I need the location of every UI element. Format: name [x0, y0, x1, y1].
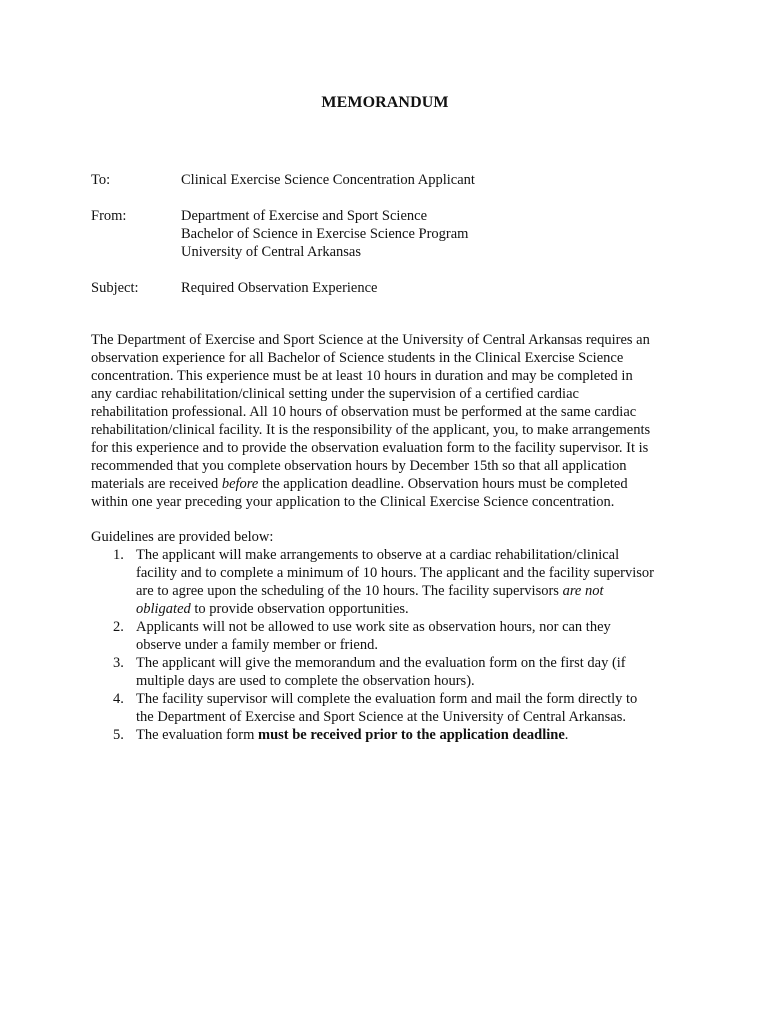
guideline-item [91, 618, 691, 654]
to-value [181, 171, 475, 189]
from-value [181, 207, 468, 261]
guideline-number: 3. [113, 655, 124, 671]
guideline-line [136, 600, 691, 618]
body-text: the application deadline. Observation hours must be completed [258, 476, 628, 492]
guidelines-heading: Guidelines are provided below: [91, 529, 274, 545]
guideline-text: to provide observation opportunities. [190, 601, 409, 617]
subject-value [181, 279, 377, 297]
from-line: University of Central Arkansas [181, 244, 362, 260]
guideline-item [91, 726, 691, 744]
emphasis-deadline: must be received prior to the application deadline [258, 727, 565, 743]
from-line: Department of Exercise and Sport Science [181, 208, 428, 224]
subject-value-text: Required Observation Experience [181, 280, 378, 296]
guideline-line: Applicants will not be allowed to use work site as observation hours, nor can they [136, 619, 611, 635]
guideline-line: multiple days are used to complete the observation hours). [136, 673, 475, 689]
body-line: concentration. This experience must be at least 10 hours in duration and may be completed in [91, 368, 633, 384]
guideline-line [136, 726, 691, 744]
guideline-number: 1. [113, 547, 124, 563]
guideline-text: The evaluation form [136, 727, 258, 743]
body-line [91, 475, 681, 493]
guideline-text: are to agree upon the scheduling of the 10 hours. The facility supervisors [136, 583, 563, 599]
emphasis-before: before [221, 476, 259, 492]
guideline-text: . [564, 727, 569, 743]
body-line: within one year preceding your application to the Clinical Exercise Science concentration. [91, 494, 615, 510]
subject-label: Subject: [91, 280, 139, 296]
body-text: materials are received [91, 476, 222, 492]
guideline-number: 5. [113, 727, 124, 743]
from-line: Bachelor of Science in Exercise Science Program [181, 226, 469, 242]
guideline-line: The facility supervisor will complete the evaluation form and mail the form directly to [136, 691, 638, 707]
to-value-text: Clinical Exercise Science Concentration Applicant [181, 172, 475, 188]
body-line: recommended that you complete observation hours by December 15th so that all application [91, 458, 627, 474]
guideline-item [91, 546, 691, 618]
guideline-line: The applicant will make arrangements to observe at a cardiac rehabilitation/clinical [136, 547, 620, 563]
emphasis-are-not: are not [562, 583, 604, 599]
to-label: To: [91, 172, 111, 188]
guideline-number: 4. [113, 691, 124, 707]
guideline-number: 2. [113, 619, 124, 635]
guideline-line: facility and to complete a minimum of 10 hours. The applicant and the facility supervisor [136, 565, 654, 581]
from-label: From: [91, 208, 127, 224]
body-line: observation experience for all Bachelor of Science students in the Clinical Exercise Science [91, 350, 624, 366]
guidelines-section [91, 528, 691, 744]
guideline-line: the Department of Exercise and Sport Science at the University of Central Arkansas. [136, 709, 627, 725]
body-line: The Department of Exercise and Sport Science at the University of Central Arkansas requires an [91, 332, 650, 348]
guideline-item [91, 654, 691, 690]
body-line: rehabilitation professional. All 10 hours of observation must be performed at the same cardiac [91, 404, 637, 420]
guideline-line: The applicant will give the memorandum and the evaluation form on the first day (if [136, 655, 626, 671]
body-paragraph [91, 331, 681, 511]
memo-title: MEMORANDUM [321, 94, 449, 111]
emphasis-obligated: obligated [136, 601, 191, 617]
body-line: for this experience and to provide the observation evaluation form to the facility supervisor. It is [91, 440, 649, 456]
guideline-line: observe under a family member or friend. [136, 637, 378, 653]
body-line: rehabilitation/clinical facility. It is the responsibility of the applicant, you, to make arrangements [91, 422, 651, 438]
guideline-item [91, 690, 691, 726]
body-line: any cardiac rehabilitation/clinical setting under the supervision of a certified cardiac [91, 386, 579, 402]
guideline-line [136, 582, 691, 600]
